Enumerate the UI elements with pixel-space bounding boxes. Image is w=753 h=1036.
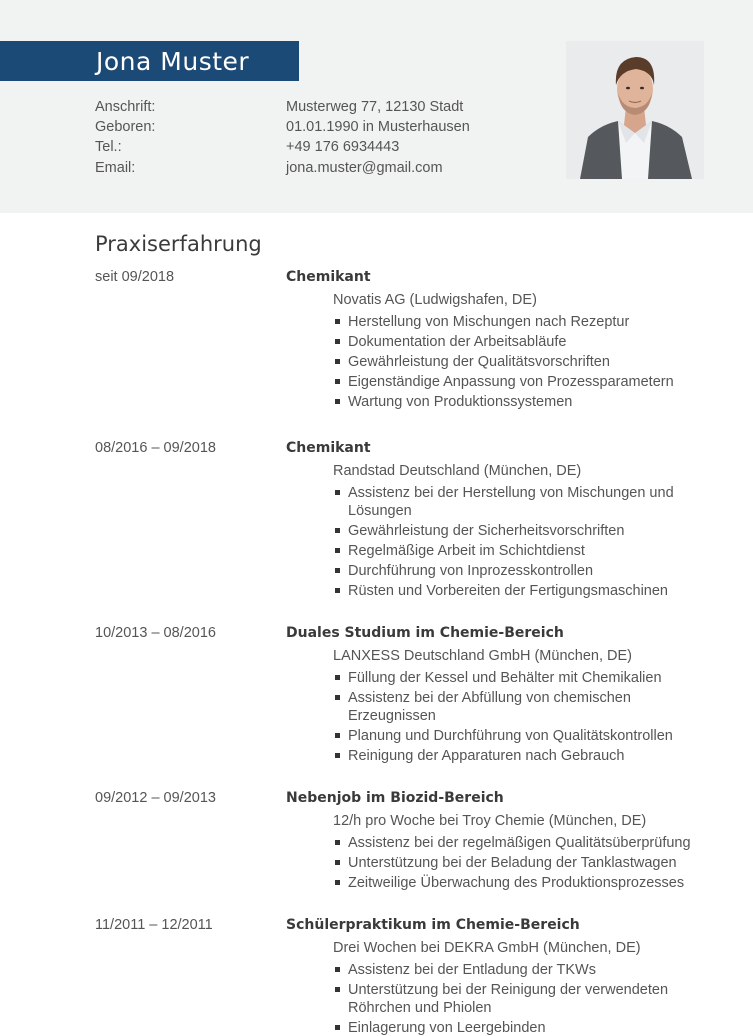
entry-company: 12/h pro Woche bei Troy Chemie (München, DE) xyxy=(333,813,647,829)
entry-date: 11/2011 – 12/2011 xyxy=(95,917,213,933)
bullet-item: Planung und Durchführung von Qualitätskontrollen xyxy=(333,727,693,745)
bullet-item: Assistenz bei der Abfüllung von chemischen Erzeugnissen xyxy=(333,689,693,725)
info-label: Geboren: xyxy=(95,119,156,135)
bullet-item: Wartung von Produktionssystemen xyxy=(333,393,693,411)
info-value: Musterweg 77, 12130 Stadt xyxy=(286,99,464,115)
entry-date: 10/2013 – 08/2016 xyxy=(95,625,216,641)
bullet-item: Rüsten und Vorbereiten der Fertigungsmaschinen xyxy=(333,582,693,600)
entry-date: 08/2016 – 09/2018 xyxy=(95,440,216,456)
entry-date: 09/2012 – 09/2013 xyxy=(95,790,216,806)
entry-bullets xyxy=(333,834,693,894)
candidate-name: Jona Muster xyxy=(96,47,250,76)
info-value[interactable]: jona.muster@gmail.com xyxy=(286,160,443,176)
entry-title: Nebenjob im Biozid-Bereich xyxy=(286,790,504,806)
bullet-item: Dokumentation der Arbeitsabläufe xyxy=(333,333,693,351)
entry-company: LANXESS Deutschland GmbH (München, DE) xyxy=(333,648,632,664)
bullet-item: Gewährleistung der Sicherheitsvorschriften xyxy=(333,522,693,540)
entry-title: Duales Studium im Chemie-Bereich xyxy=(286,625,564,641)
portrait-image xyxy=(566,41,704,179)
entry-date: seit 09/2018 xyxy=(95,269,175,285)
info-label: Email: xyxy=(95,160,136,176)
info-label: Tel.: xyxy=(95,139,122,155)
bullet-item: Herstellung von Mischungen nach Rezeptur xyxy=(333,313,693,331)
info-value: 01.01.1990 in Musterhausen xyxy=(286,119,470,135)
info-value: +49 176 6934443 xyxy=(286,139,400,155)
bullet-item: Unterstützung bei der Reinigung der verwendeten Röhrchen und Phiolen xyxy=(333,981,693,1017)
entry-title: Chemikant xyxy=(286,440,371,456)
entry-bullets xyxy=(333,484,693,602)
entry-bullets xyxy=(333,961,693,1036)
bullet-item: Assistenz bei der regelmäßigen Qualitätsüberprüfung xyxy=(333,834,693,852)
profile-photo xyxy=(566,41,704,179)
bullet-item: Einlagerung von Leergebinden xyxy=(333,1019,693,1036)
section-title: Praxiserfahrung xyxy=(95,232,262,256)
entry-title: Schülerpraktikum im Chemie-Bereich xyxy=(286,917,580,933)
bullet-item: Zeitweilige Überwachung des Produktionsprozesses xyxy=(333,874,693,892)
entry-title: Chemikant xyxy=(286,269,371,285)
entry-bullets xyxy=(333,669,693,767)
bullet-item: Reinigung der Apparaturen nach Gebrauch xyxy=(333,747,693,765)
bullet-item: Unterstützung bei der Beladung der Tanklastwagen xyxy=(333,854,693,872)
bullet-item: Assistenz bei der Entladung der TKWs xyxy=(333,961,693,979)
entry-company: Novatis AG (Ludwigshafen, DE) xyxy=(333,292,537,308)
entry-company: Drei Wochen bei DEKRA GmbH (München, DE) xyxy=(333,940,641,956)
entry-bullets xyxy=(333,313,693,413)
bullet-item: Durchführung von Inprozesskontrollen xyxy=(333,562,693,580)
bullet-item: Gewährleistung der Qualitätsvorschriften xyxy=(333,353,693,371)
info-label: Anschrift: xyxy=(95,99,156,115)
bullet-item: Füllung der Kessel und Behälter mit Chemikalien xyxy=(333,669,693,687)
bullet-item: Regelmäßige Arbeit im Schichtdienst xyxy=(333,542,693,560)
entry-company: Randstad Deutschland (München, DE) xyxy=(333,463,582,479)
bullet-item: Eigenständige Anpassung von Prozessparametern xyxy=(333,373,693,391)
bullet-item: Assistenz bei der Herstellung von Mischungen und Lösungen xyxy=(333,484,693,520)
